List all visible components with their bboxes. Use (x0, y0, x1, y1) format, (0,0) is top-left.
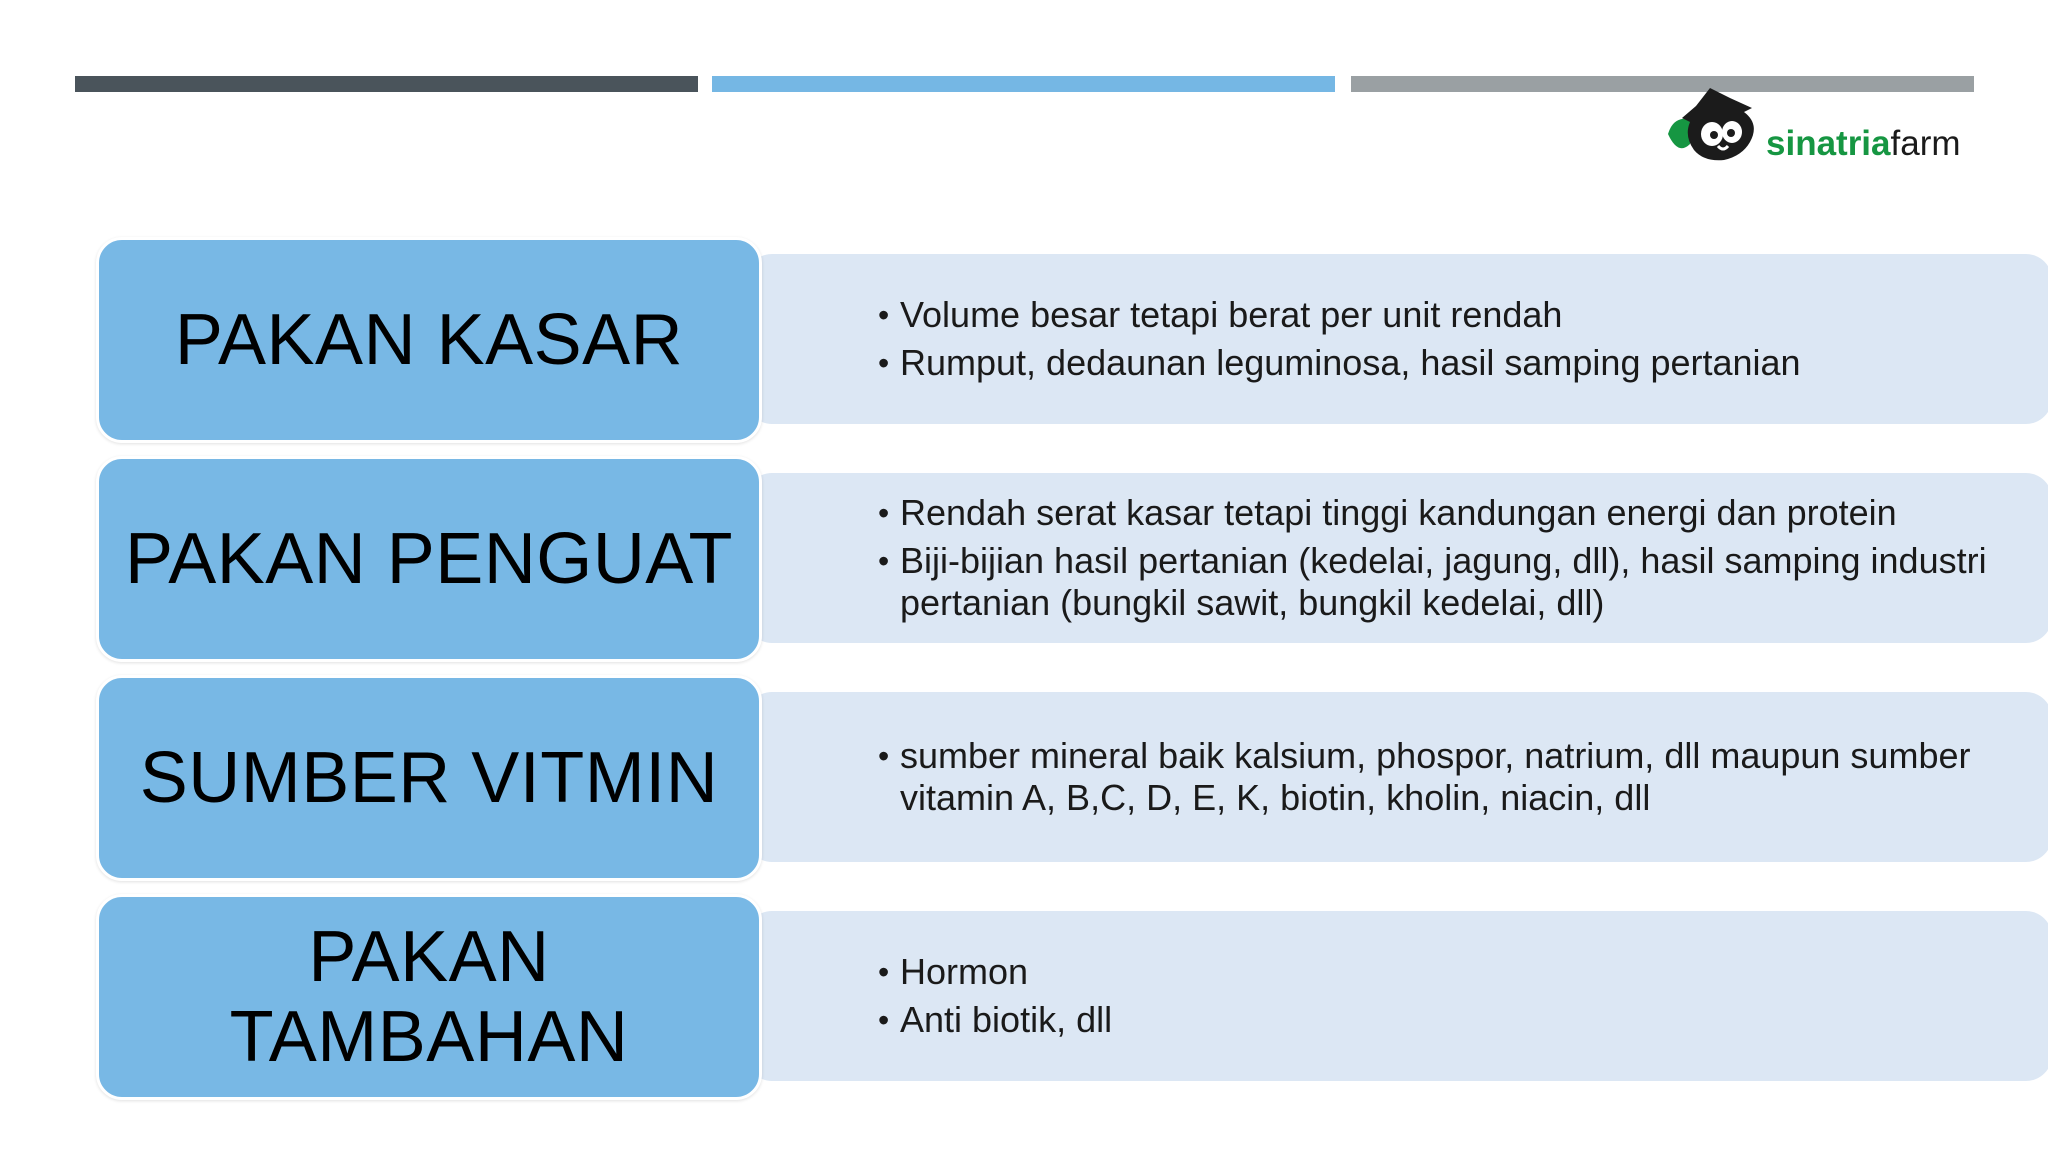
description-box (746, 473, 2048, 643)
bullet-text: Anti biotik, dll (900, 999, 1113, 1040)
category-label: PAKAN KASAR (174, 300, 684, 380)
logo-wordmark (1766, 126, 1961, 161)
bullet-item (878, 294, 2012, 336)
category-label-box (96, 894, 762, 1100)
bullet-item (878, 492, 2012, 534)
feed-row-pakan-tambahan (96, 894, 1958, 1100)
category-label: PAKAN PENGUAT (125, 519, 733, 599)
category-label-box (96, 456, 762, 662)
category-label-box (96, 237, 762, 443)
bullet-text: Rendah serat kasar tetapi tinggi kandungan energi dan protein (900, 492, 1897, 533)
bullet-item (878, 735, 2012, 819)
bullet-item (878, 951, 2012, 993)
feed-row-pakan-penguat (96, 456, 1987, 662)
logo-text-light: farm (1890, 124, 1961, 163)
bullet-text: sumber mineral baik kalsium, phospor, natrium, dll maupun sumber vitamin A, B,C, D, E, K, biotin, kholin, niacin, dll (900, 735, 1971, 818)
bullet-item (878, 342, 2012, 384)
header-bar-blue (712, 76, 1335, 92)
bullet-dot: • (878, 495, 890, 531)
header-bar-dark (75, 76, 698, 92)
bullet-dot: • (878, 1002, 890, 1038)
bullet-text: Volume besar tetapi berat per unit rendah (900, 294, 1563, 335)
category-label-box (96, 675, 762, 881)
bullet-text: Hormon (900, 951, 1029, 992)
bullet-text: Rumput, dedaunan leguminosa, hasil samping pertanian (900, 342, 1801, 383)
description-box (746, 911, 2048, 1081)
bullet-item (878, 999, 2012, 1041)
logo-text-strong: sinatria (1766, 124, 1891, 163)
sinatriafarm-logo (1660, 84, 1980, 170)
feed-row-sumber-vitmin (96, 675, 1971, 881)
category-label: PAKAN TAMBAHAN (229, 917, 629, 1077)
bullet-dot: • (878, 954, 890, 990)
description-box (746, 692, 2048, 862)
sheep-head-icon (1660, 84, 1770, 170)
description-box (746, 254, 2048, 424)
bullet-dot: • (878, 345, 890, 381)
feed-row-pakan-kasar (96, 237, 1958, 443)
bullet-text: Biji-bijian hasil pertanian (kedelai, jagung, dll), hasil samping industri pertanian (bungkil sawit, bungkil kedelai, dll) (900, 540, 1987, 623)
bullet-dot: • (878, 297, 890, 333)
bullet-dot: • (878, 543, 890, 579)
bullet-dot: • (878, 738, 890, 774)
category-label: SUMBER VITMIN (139, 738, 719, 818)
bullet-item (878, 540, 2012, 624)
